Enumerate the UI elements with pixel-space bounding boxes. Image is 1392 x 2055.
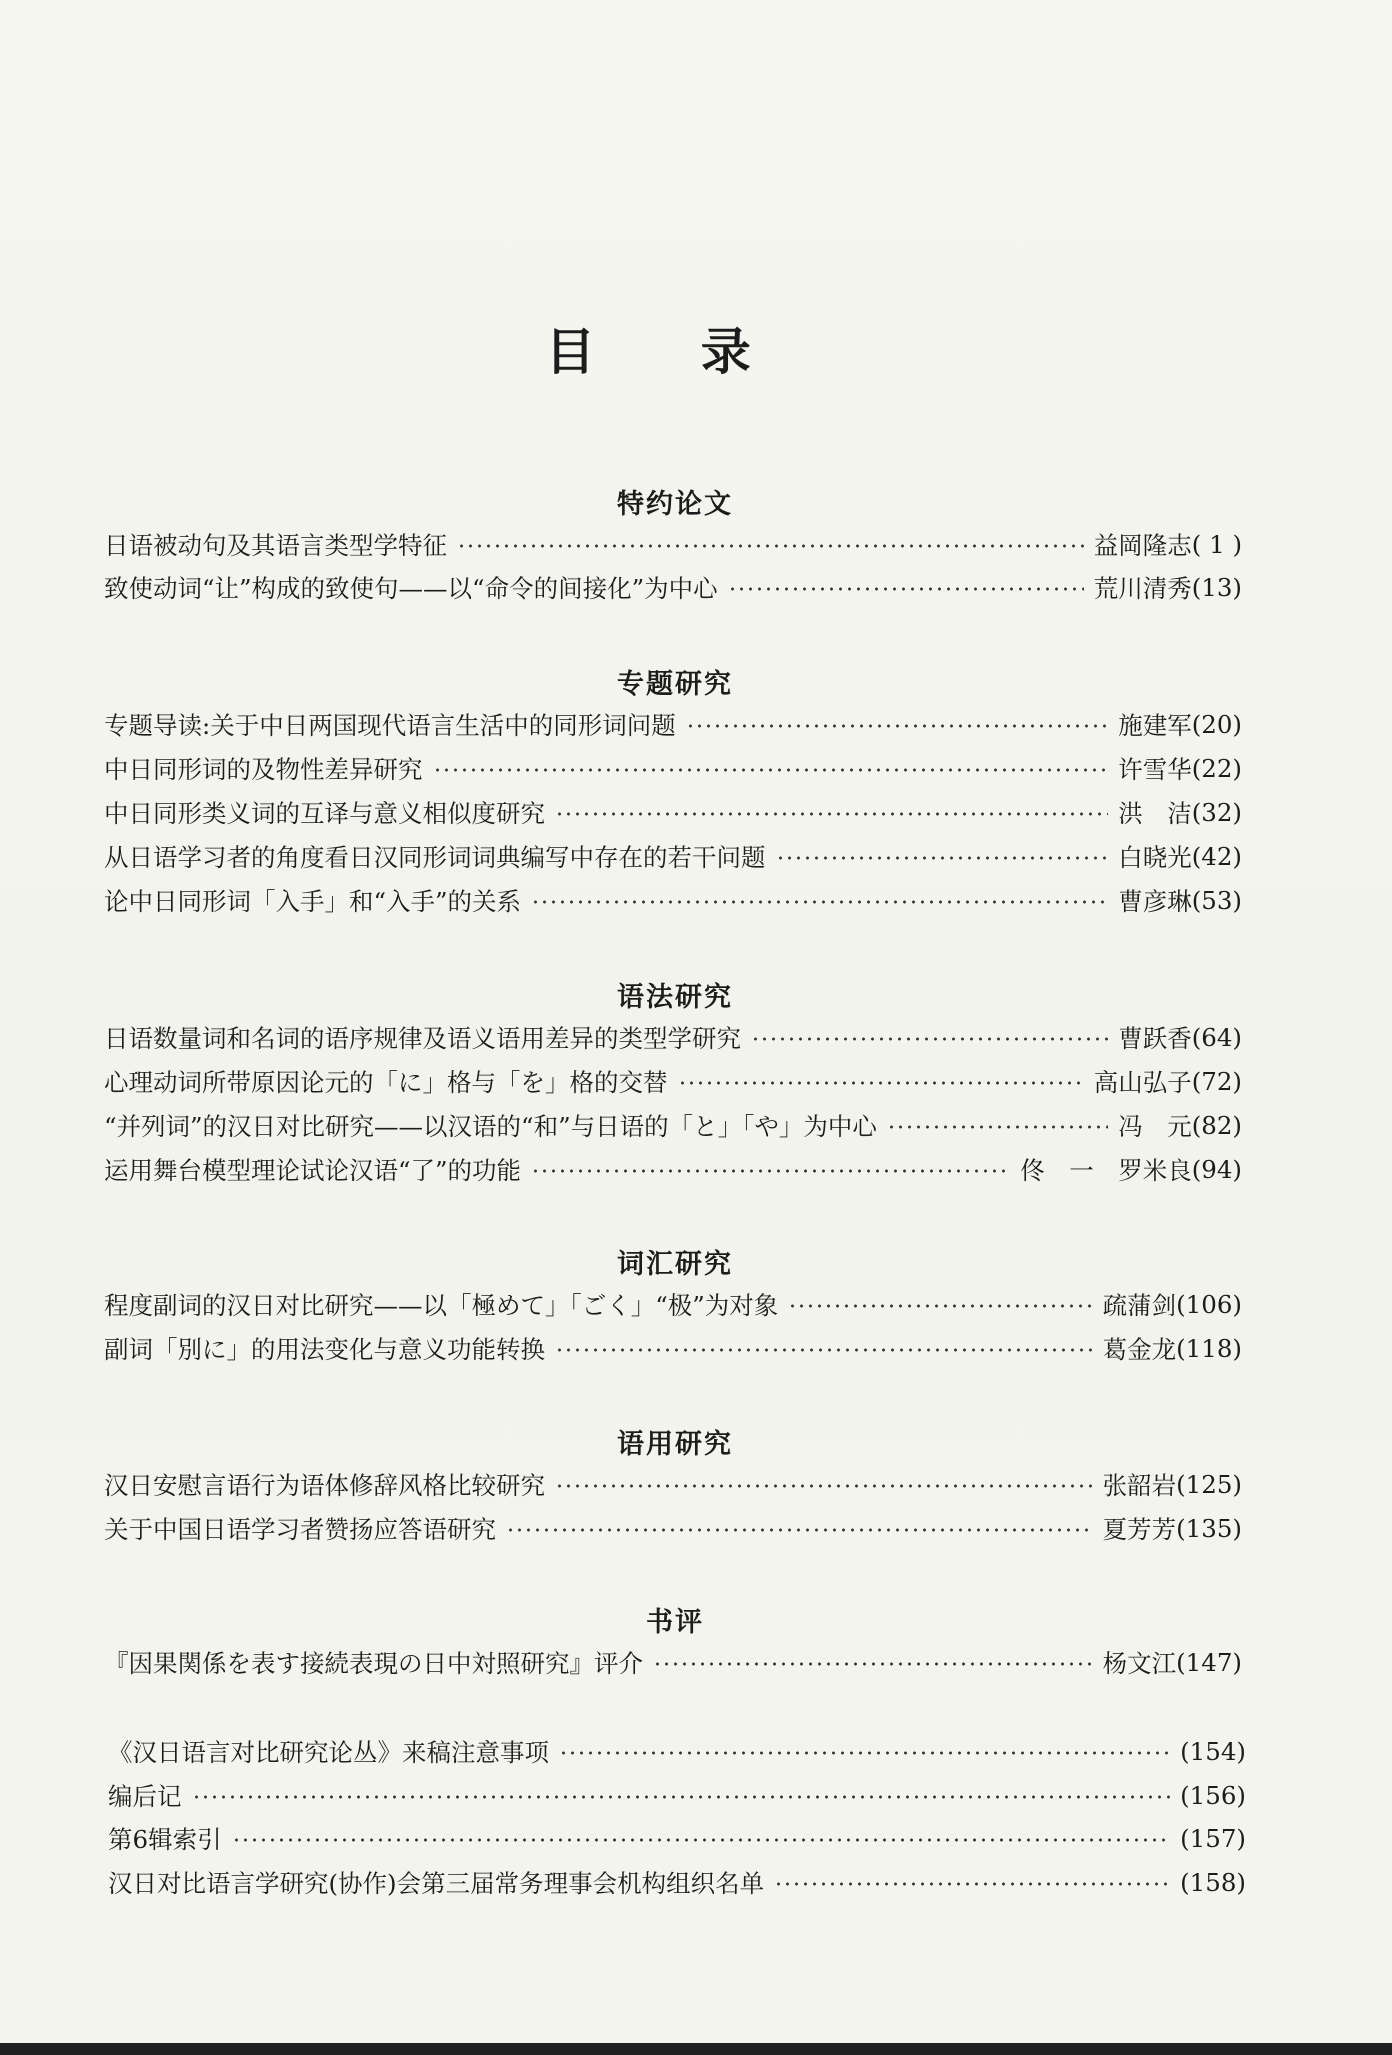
leader-dots <box>555 1347 1093 1353</box>
leader-dots <box>788 1303 1092 1309</box>
entry-author: 益岡隆志 <box>1093 530 1192 560</box>
leader-dots <box>653 1661 1093 1667</box>
entry-author: 夏芳芳 <box>1102 1514 1177 1544</box>
toc-entry[interactable] <box>104 836 1242 876</box>
entry-page: (118) <box>1176 1333 1242 1363</box>
entry-author: 张韶岩 <box>1102 1470 1177 1500</box>
entry-author: 洪 洁 <box>1118 798 1192 828</box>
entry-page: (72) <box>1191 1066 1242 1096</box>
entry-author: 曹彦琳 <box>1118 886 1192 916</box>
toc-entry[interactable] <box>104 748 1242 788</box>
entry-title: 从日语学习者的角度看日汉同形词词典编写中存在的若干问题 <box>104 842 766 872</box>
entry-author: 荒川清秀 <box>1093 573 1192 603</box>
entry-author: 疏蒲剑 <box>1102 1290 1177 1320</box>
leader-dots <box>506 1527 1093 1533</box>
entry-title: 关于中国日语学习者赞扬应答语研究 <box>104 1514 496 1544</box>
entry-title: 编后记 <box>108 1781 182 1811</box>
entry-title: 日语数量词和名词的语序规律及语义语用差异的类型学研究 <box>104 1023 741 1053</box>
leader-dots <box>531 1168 1010 1174</box>
entry-page: (20) <box>1191 709 1242 739</box>
leader-dots <box>728 586 1084 592</box>
entry-author: 杨文江 <box>1102 1648 1177 1678</box>
section-heading: 特约论文 <box>617 489 733 520</box>
entry-page: (147) <box>1176 1647 1242 1677</box>
scan-edge <box>0 2043 1392 2055</box>
entry-page: (64) <box>1191 1022 1242 1052</box>
entry-title: 致使动词“让”构成的致使句——以“命令的间接化”为中心 <box>104 573 718 603</box>
entry-page: (42) <box>1191 841 1242 871</box>
section-heading: 语法研究 <box>617 982 733 1013</box>
entry-page: (158) <box>1180 1867 1246 1897</box>
entry-title: 专题导读:关于中日两国现代语言生活中的同形词问题 <box>104 710 676 740</box>
entry-title: 日语被动句及其语言类型学特征 <box>104 530 447 560</box>
leader-dots <box>559 1750 1170 1756</box>
entry-page: ( 1 ) <box>1191 529 1242 559</box>
toc-entry[interactable] <box>104 1642 1242 1682</box>
entry-author: 冯 元 <box>1118 1111 1192 1141</box>
entry-page: (82) <box>1191 1110 1242 1140</box>
entry-author: 曹跃香 <box>1118 1023 1192 1053</box>
entry-title: “并列词”的汉日对比研究——以汉语的“和”与日语的「と」「や」为中心 <box>104 1111 877 1141</box>
toc-entry[interactable] <box>104 704 1242 744</box>
entry-title: 汉日对比语言学研究(协作)会第三届常务理事会机构组织名单 <box>108 1868 765 1898</box>
entry-author: 高山弘子 <box>1093 1067 1192 1097</box>
entry-author: 葛金龙 <box>1102 1334 1177 1364</box>
entry-title: 第6辑索引 <box>108 1824 222 1854</box>
toc-entry[interactable] <box>104 1508 1242 1548</box>
entry-page: (125) <box>1176 1469 1242 1499</box>
entry-title: 『因果関係を表す接続表現の日中対照研究』评介 <box>104 1648 643 1678</box>
entry-author: 佟 一 罗米良 <box>1020 1155 1192 1185</box>
leader-dots <box>433 767 1109 773</box>
entry-page: (157) <box>1180 1823 1246 1853</box>
toc-entry[interactable] <box>104 567 1242 607</box>
toc-entry[interactable] <box>104 524 1242 564</box>
toc-entry[interactable] <box>104 792 1242 832</box>
toc-entry[interactable] <box>104 1105 1242 1145</box>
toc-entry[interactable] <box>104 1284 1242 1324</box>
entry-title: 副词「別に」的用法变化与意义功能转换 <box>104 1334 545 1364</box>
entry-title: 中日同形类义词的互译与意义相似度研究 <box>104 798 545 828</box>
entry-page: (135) <box>1176 1513 1242 1543</box>
toc-entry[interactable] <box>104 1017 1242 1057</box>
toc-entry-misc[interactable] <box>108 1862 1246 1902</box>
leader-dots <box>686 723 1108 729</box>
entry-title: 汉日安慰言语行为语体修辞风格比较研究 <box>104 1470 545 1500</box>
section-heading: 专题研究 <box>617 669 733 700</box>
toc-entry[interactable] <box>104 1149 1242 1189</box>
entry-title: 中日同形词的及物性差异研究 <box>104 754 423 784</box>
leader-dots <box>887 1124 1108 1130</box>
leader-dots <box>555 811 1108 817</box>
leader-dots <box>678 1080 1084 1086</box>
page-title: 目 录 <box>545 322 795 381</box>
leader-dots <box>232 1837 1171 1843</box>
entry-author: 白晓光 <box>1118 842 1192 872</box>
entry-page: (22) <box>1191 753 1242 783</box>
leader-dots <box>457 543 1084 549</box>
leader-dots <box>192 1794 1171 1800</box>
entry-title: 运用舞台模型理论试论汉语“了”的功能 <box>104 1155 522 1185</box>
entry-page: (94) <box>1191 1154 1242 1184</box>
section-heading: 词汇研究 <box>617 1249 733 1280</box>
entry-author: 许雪华 <box>1118 754 1192 784</box>
section-heading: 语用研究 <box>617 1429 733 1460</box>
entry-page: (106) <box>1176 1289 1242 1319</box>
toc-entry[interactable] <box>104 1464 1242 1504</box>
entry-page: (53) <box>1191 885 1242 915</box>
entry-page: (154) <box>1180 1736 1246 1766</box>
toc-entry[interactable] <box>104 1328 1242 1368</box>
entry-author: 施建军 <box>1118 710 1192 740</box>
toc-entry[interactable] <box>104 1061 1242 1101</box>
entry-title: 论中日同形词「入手」和“入手”的关系 <box>104 886 522 916</box>
leader-dots <box>751 1036 1108 1042</box>
toc-entry-misc[interactable] <box>108 1775 1246 1815</box>
entry-title: 《汉日语言对比研究论丛》来稿注意事项 <box>108 1737 549 1767</box>
toc-entry-misc[interactable] <box>108 1731 1246 1771</box>
leader-dots <box>776 855 1109 861</box>
entry-title: 程度副词的汉日对比研究——以「極めて」「ごく」“极”为对象 <box>104 1290 779 1320</box>
entry-title: 心理动词所带原因论元的「に」格与「を」格的交替 <box>104 1067 668 1097</box>
entry-page: (32) <box>1191 797 1242 827</box>
toc-entry[interactable] <box>104 880 1242 920</box>
entry-page: (13) <box>1191 572 1242 602</box>
section-heading: 书评 <box>646 1607 704 1638</box>
entry-page: (156) <box>1180 1780 1246 1810</box>
leader-dots <box>531 899 1108 905</box>
toc-entry-misc[interactable] <box>108 1818 1246 1858</box>
leader-dots <box>774 1881 1170 1887</box>
leader-dots <box>555 1483 1093 1489</box>
